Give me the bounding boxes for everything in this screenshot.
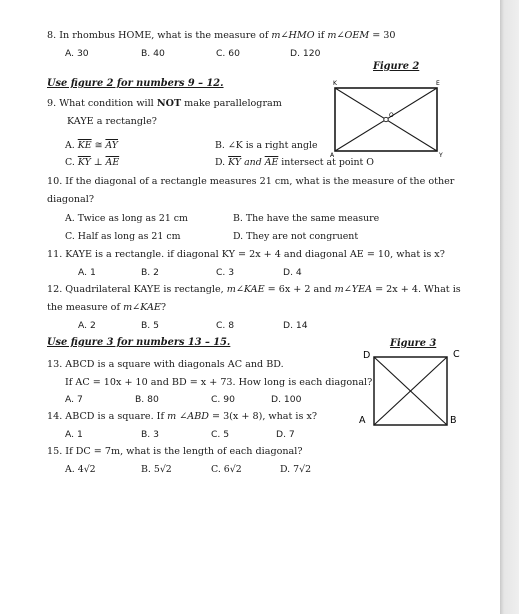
q9-choice-b: B. ∠K is a right angle (215, 140, 318, 151)
q12-stem-mid: = 6x + 2 and (264, 284, 335, 295)
q9-choice-c (65, 157, 119, 169)
q9-stem-line-1 (47, 98, 282, 110)
q9-choice-d-and: and (241, 157, 265, 168)
q14-choice-c: C. 5 (211, 429, 230, 440)
q14-stem (47, 411, 317, 423)
vertex-c-label: C (453, 349, 460, 360)
vertex-o-label: O (389, 112, 394, 119)
perpendicular-symbol: ⊥ (90, 157, 106, 168)
segment-ky-d: $\overline{KY}$ (228, 157, 242, 168)
vertex-a-label: A (330, 152, 335, 159)
q9-choice-d (215, 157, 374, 169)
q13-choice-a: A. 7 (65, 394, 83, 405)
vertex-k-label: K (333, 80, 337, 87)
q10-stem-line-2: diagonal? (47, 194, 94, 205)
q12-angle-yea: m∠YEA (334, 284, 373, 295)
q12-angle-kae-2: m∠KAE (123, 302, 161, 313)
q10-choice-a: A. Twice as long as 21 cm (65, 213, 188, 224)
q8-stem-value: = 30 (369, 30, 396, 41)
q14-choice-b: B. 3 (141, 429, 159, 440)
q11-stem: 11. KAYE is a rectangle. if diagonal KY = 2x + 4 and diagonal AE = 10, what is x? (47, 249, 445, 260)
figure-3-label: Figure 3 (390, 338, 437, 349)
segment-ky: $\overline{KY}$ (77, 157, 91, 168)
q10-choice-c: C. Half as long as 21 cm (65, 231, 181, 242)
q9-choice-d-text: intersect at point O (278, 157, 374, 168)
q8-stem-if: if (314, 30, 328, 41)
page-edge-shadow (500, 0, 519, 614)
q9-choice-a (65, 140, 118, 152)
q13-choice-b: B. 80 (135, 394, 159, 405)
q12-stem-line-1 (47, 284, 461, 296)
q14-stem-end: = 3(x + 8), what is x? (208, 411, 318, 422)
q14-stem-text: 14. ABCD is a square. If (47, 411, 168, 422)
q11-choice-a: A. 1 (78, 267, 96, 278)
q8-choice-b: B. 40 (141, 48, 165, 59)
section-heading-figure-3: Use figure 3 for numbers 13 – 15. (47, 337, 231, 348)
q8-choice-a: A. 30 (65, 48, 89, 59)
q15-stem: 15. If DC = 7m, what is the length of each diagonal? (47, 446, 303, 457)
q10-stem-line-1: 10. If the diagonal of a rectangle measures 21 cm, what is the measure of the other (47, 176, 455, 187)
q12-question-mark: ? (160, 302, 167, 313)
q8-angle-hmo: m∠HMO (271, 30, 315, 41)
q12-choice-d: D. 14 (283, 320, 308, 331)
figure-2-rectangle-diagram (326, 79, 456, 159)
vertex-a-label: A (359, 415, 366, 426)
q13-choice-c: C. 90 (211, 394, 235, 405)
q12-choice-b: B. 5 (141, 320, 159, 331)
q13-stem-line-2: If AC = 10x + 10 and BD = x + 73. How long is each diagonal? (65, 377, 373, 388)
vertex-y-label: Y (439, 152, 443, 159)
q12-stem-text: 12. Quadrilateral KAYE is rectangle, (47, 284, 227, 295)
q12-angle-kae: m∠KAE (226, 284, 265, 295)
q11-choice-c: C. 3 (216, 267, 235, 278)
intersection-point-o (384, 117, 388, 121)
q12-stem-end: = 2x + 4. What is (372, 284, 461, 295)
q9-choice-a-letter: A. (65, 140, 78, 151)
vertex-e-label: E (436, 80, 440, 87)
q15-choice-b: B. 5√2 (141, 464, 172, 475)
q11-choice-d: D. 4 (283, 267, 302, 278)
segment-ke: $\overline{KE}$ (77, 140, 92, 151)
q10-choice-d: D. They are not congruent (233, 231, 359, 242)
q14-choice-a: A. 1 (65, 429, 83, 440)
figure-3-square-diagram (354, 347, 474, 437)
q9-stem-text: 9. What condition will (47, 98, 157, 109)
q9-stem-not: NOT (156, 98, 182, 109)
figure-2-label: Figure 2 (373, 61, 420, 72)
q12-stem-line-2 (47, 302, 166, 314)
q12-choice-a: A. 2 (78, 320, 96, 331)
q11-choice-b: B. 2 (141, 267, 159, 278)
q9-stem-text-end: make parallelogram (181, 98, 282, 109)
q8-choice-d: D. 120 (290, 48, 321, 59)
q9-choice-c-letter: C. (65, 157, 78, 168)
q8-choice-c: C. 60 (216, 48, 240, 59)
q10-choice-b: B. The have the same measure (233, 213, 380, 224)
section-heading-figure-2: Use figure 2 for numbers 9 – 12. (47, 78, 224, 89)
segment-ay: $\overline{AY}$ (105, 140, 119, 151)
q15-choice-c: C. 6√2 (211, 464, 242, 475)
q12-choice-c: C. 8 (216, 320, 235, 331)
q8-stem-text: 8. In rhombus HOME, what is the measure of (47, 30, 272, 41)
q8-angle-oem: m∠OEM (327, 30, 370, 41)
segment-ae-d: $\overline{AE}$ (264, 157, 279, 168)
vertex-d-label: D (363, 350, 371, 361)
q13-choice-d: D. 100 (271, 394, 302, 405)
q9-stem-line-2: KAYE a rectangle? (67, 116, 157, 127)
q14-choice-d: D. 7 (276, 429, 295, 440)
congruent-symbol: ≅ (91, 140, 106, 151)
q13-stem-line-1: 13. ABCD is a square with diagonals AC and BD. (47, 359, 284, 370)
q9-choice-d-letter: D. (215, 157, 229, 168)
q8-stem (47, 30, 396, 42)
segment-ae: $\overline{AE}$ (105, 157, 120, 168)
q15-choice-a: A. 4√2 (65, 464, 96, 475)
q12-stem-measure: the measure of (47, 302, 124, 313)
q15-choice-d: D. 7√2 (280, 464, 312, 475)
vertex-b-label: B (450, 415, 457, 426)
q14-angle-abd: m ∠ABD (167, 411, 209, 422)
